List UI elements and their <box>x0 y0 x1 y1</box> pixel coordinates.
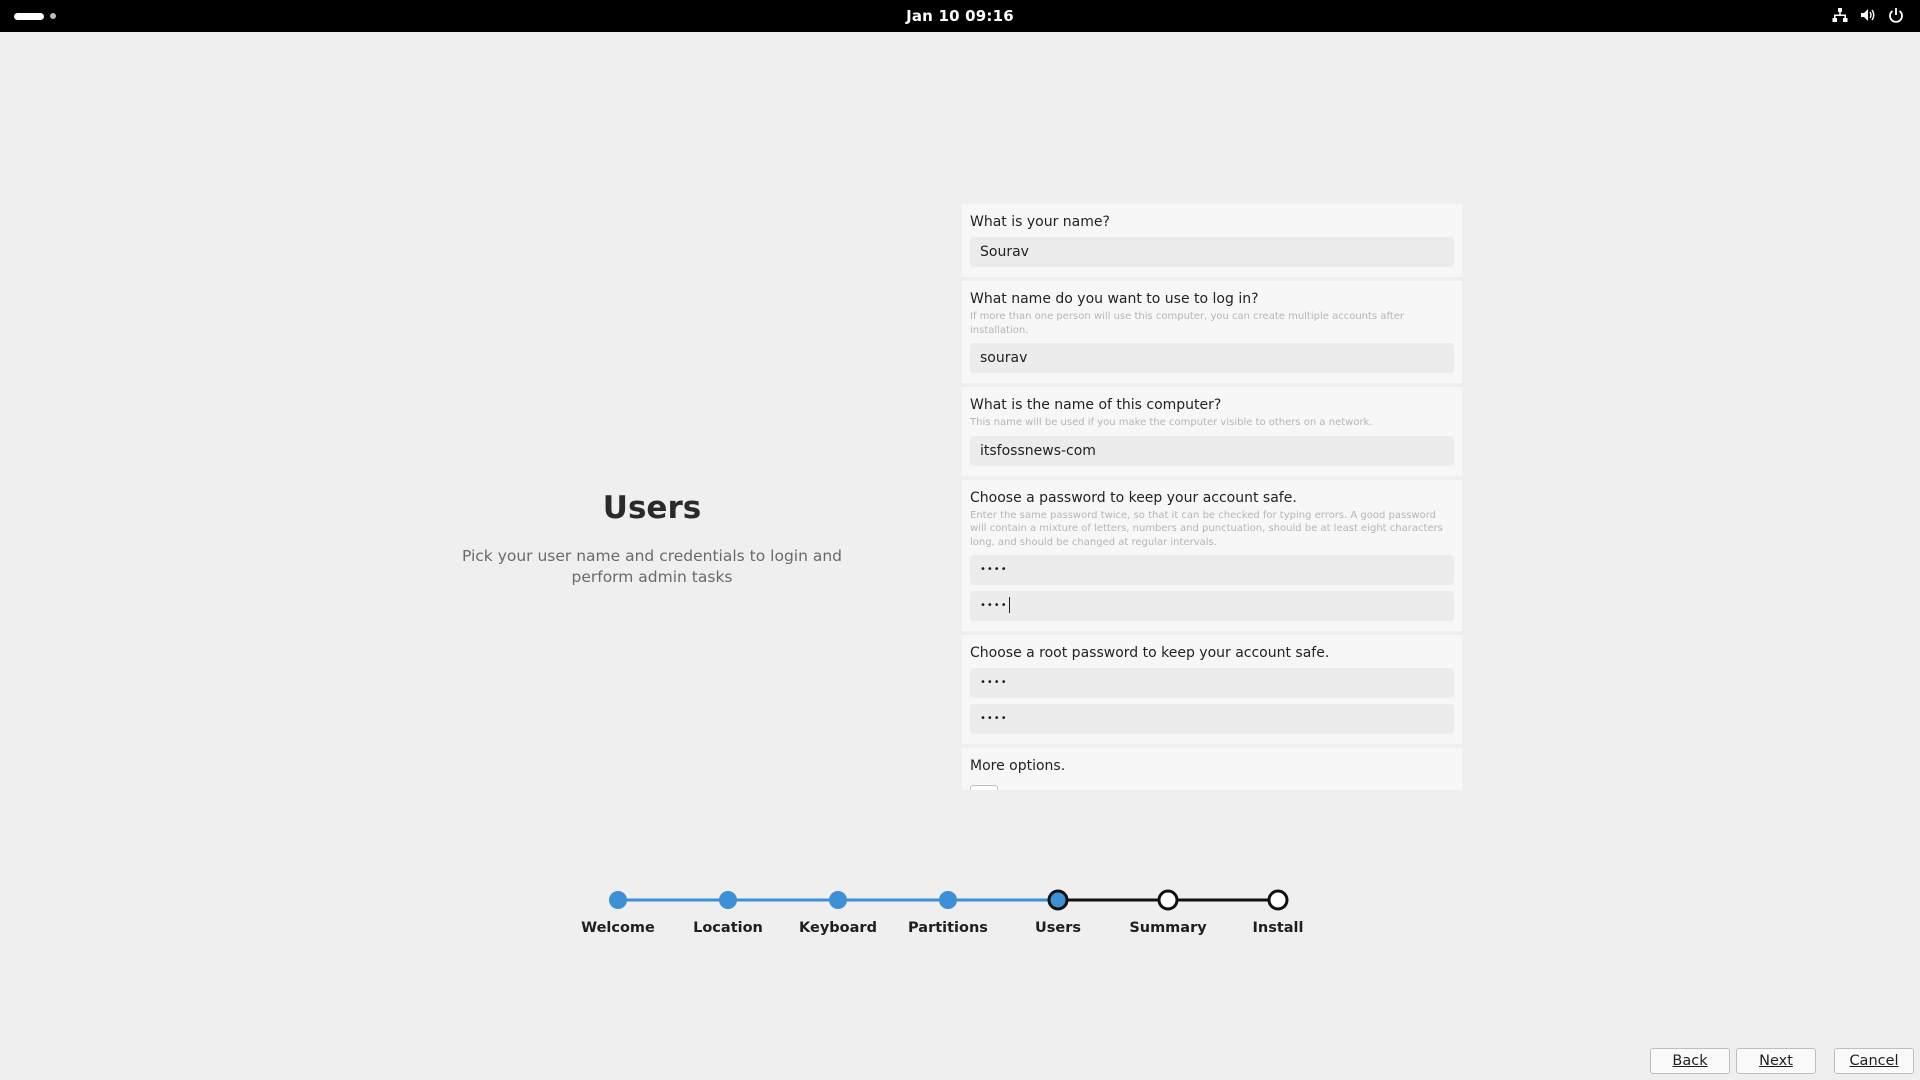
password-section <box>962 480 1462 632</box>
network-icon[interactable] <box>1832 7 1848 23</box>
step-label-users: Users <box>1034 920 1082 936</box>
full-name-question: What is your name? <box>970 214 1110 230</box>
top-bar <box>0 0 1920 32</box>
step-dot-install <box>1269 891 1287 909</box>
volume-icon[interactable] <box>1860 7 1876 23</box>
page-subtitle: Pick your user name and credentials to login and perform admin tasks <box>461 547 843 586</box>
root-password-input[interactable]: •••• <box>970 668 1454 698</box>
back-button[interactable]: Back <box>1650 1048 1730 1074</box>
next-button[interactable]: Next <box>1736 1048 1816 1074</box>
step-dot-welcome <box>609 891 627 909</box>
full-name-input[interactable]: Sourav <box>970 237 1454 267</box>
stepper-track <box>580 884 1320 924</box>
hostname-hint: This name will be used if you make the computer visible to others on a network. <box>970 417 1373 428</box>
hostname-question: What is the name of this computer? <box>970 397 1222 413</box>
step-dot-partitions <box>939 891 957 909</box>
step-dot-keyboard <box>829 891 847 909</box>
full-name-section <box>962 204 1462 277</box>
page-title: Users <box>602 490 702 526</box>
power-icon[interactable] <box>1888 7 1904 23</box>
step-dot-location <box>719 891 737 909</box>
password-question: Choose a password to keep your account safe. <box>970 489 1297 506</box>
root-password-confirm-input[interactable]: •••• <box>970 704 1454 734</box>
hostname-input[interactable]: itsfossnews-com <box>970 436 1454 466</box>
root-password-section <box>962 635 1462 744</box>
password-hint: Enter the same password twice, so that it can be checked for typing errors. A good password will contain a mixture of letters, numbers and punctuation, should be at least eight characters long, and should be changed at regular intervals. <box>970 509 1443 548</box>
step-label-partitions: Partitions <box>908 920 988 936</box>
more-options-checkbox[interactable] <box>970 785 998 790</box>
users-form[interactable] <box>962 204 1462 790</box>
login-name-section <box>962 281 1462 383</box>
step-label-install: Install <box>1252 920 1304 936</box>
system-tray[interactable] <box>1832 7 1904 23</box>
text-caret <box>1009 597 1010 613</box>
hostname-section <box>962 387 1462 476</box>
cancel-button[interactable]: Cancel <box>1834 1048 1914 1074</box>
more-options-section <box>962 748 1462 790</box>
step-label-summary: Summary <box>1129 920 1207 936</box>
step-label-location: Location <box>693 920 763 936</box>
root-password-question: Choose a root password to keep your account safe. <box>970 645 1330 661</box>
login-name-input[interactable]: sourav <box>970 343 1454 373</box>
step-dot-summary <box>1159 891 1177 909</box>
password-confirm-value: •••• <box>980 600 1008 611</box>
step-label-keyboard: Keyboard <box>799 920 877 936</box>
step-dot-users <box>1049 891 1067 909</box>
install-progress-stepper <box>580 884 1320 944</box>
password-confirm-input[interactable] <box>970 591 1454 621</box>
clock[interactable]: Jan 10 09:16 <box>906 7 1014 25</box>
login-name-hint: If more than one person will use this computer, you can create multiple accounts after installation. <box>970 311 1404 336</box>
step-label-welcome: Welcome <box>581 920 655 936</box>
more-options-label: More options. <box>970 758 1066 774</box>
password-input[interactable]: •••• <box>970 555 1454 585</box>
login-name-question: What name do you want to use to log in? <box>970 291 1259 307</box>
